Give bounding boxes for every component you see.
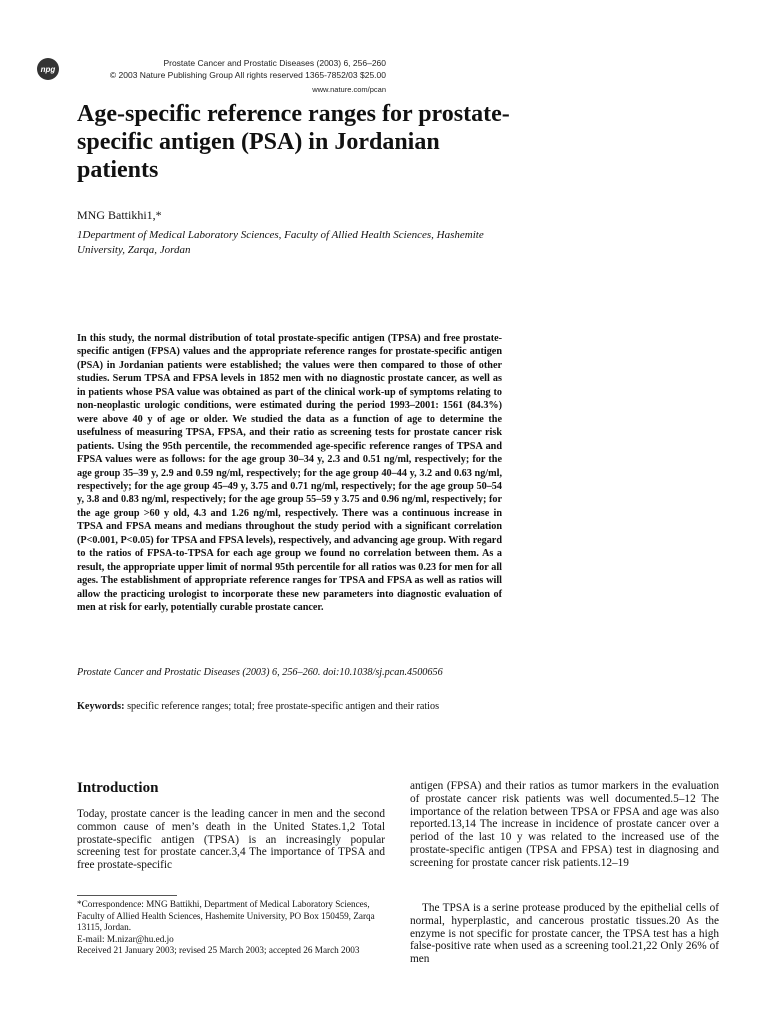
abstract: In this study, the normal distribution of total prostate-specific antigen (TPSA) and free prostate-specific antigen (FPSA) values and the appropriate reference ranges for prostate-specific antigen (PSA) in Jordanian patients were established; the values were then compared to those of other studies. Serum TPSA and FPSA levels in 1852 men with no diagnostic prostate cancer, as well as in patients whose PSA value was obtained as part of the clinical work-up of symptoms relating to non-neoplastic urologic conditions, were estimated during the period 1993–2001: 1561 (84.3%) were above 40 y of age or older. We studied the data as a function of age to determine the usefulness of measuring TPSA, FPSA, and their ratio as screening tests for prostate cancer risk patients. Using the 95th percentile, the recommended age-specific reference ranges of TPSA and FPSA values were as follows: for the age group 30–34 y, 2.3 and 0.51 ng/ml, respectively; for the age group 35–39 y, 2.9 and 0.59 ng/ml, respectively; for the age group 40–44 y, 3.2 and 0.63 ng/ml, respectively; for the age group 45–49 y, 3.75 and 0.71 ng/ml, respectively; for the age group 50–54 y, 3.8 and 0.83 ng/ml, respectively; for the age group 55–59 y 3.75 and 0.96 ng/ml, respectively; for the age group >60 y old, 4.3 and 1.26 ng/ml, respectively. There was a continuous increase in TPSA and FPSA means and medians throughout the study period with a significant correlation (P<0.001, P<0.05) for TPSA and FPSA levels), respectively, and advancing age group. With regard to the ratios of FPSA-to-TPSA for each age group we found no correlation between them. As a result, the appropriate upper limit of normal 95th percentile for all ratios was 0.23 for men for all ages. The establishment of appropriate reference ranges for TPSA and FPSA as well as ratios will allow the practicing urologist to incorporate these new parameters into diagnostic evaluation of men at risk for early, potentially curable prostate cancer. (77, 333, 502, 614)
correspondence-footnote (77, 899, 385, 957)
correspondence-email[interactable]: E-mail: M.nizar@hu.ed.jo (77, 933, 174, 944)
received-dates: Received 21 January 2003; revised 25 March 2003; accepted 26 March 2003 (77, 945, 360, 956)
keywords-text: specific reference ranges; total; free prostate-specific antigen and their ratios (127, 701, 440, 712)
author-affiliation: 1Department of Medical Laboratory Sciences, Faculty of Allied Health Sciences, Hashemite University, Zarqa, Jordan (77, 229, 484, 256)
author-line: MNG Battikhi1,* (77, 208, 162, 222)
journal-url[interactable]: www.nature.com/pcan (312, 85, 386, 94)
keywords (77, 700, 502, 714)
keywords-label: Keywords: (77, 701, 125, 712)
intro-paragraph-left: Today, prostate cancer is the leading cancer in men and the second common cause of men’s death in the United States.1,2 Total prostate-specific antigen (TPSA) is an increasingly popular screening test for prostate cancer.3,4 The importance of TPSA and free prostate-specific (77, 808, 385, 872)
article-title: Age-specific reference ranges for prostate-specific antigen (PSA) in Jordanian patients (77, 101, 510, 183)
intro-paragraph-right-1: antigen (FPSA) and their ratios as tumor markers in the evaluation of prostate cancer risk patients was well documented.5–12 The importance of the relation between TPSA or FPSA and age was also reported.13,14 The increase in incidence of prostate cancer over a period of the last 10 y was related to the increased use of the prostate-specific antigen (TPSA and FPSA) test in diagnosing and screening for prostate cancer risk patients.12–19 (410, 780, 719, 869)
citation (77, 667, 443, 678)
section-heading-introduction: Introduction (77, 780, 159, 796)
intro-paragraph-right-2: The TPSA is a serine protease produced by the epithelial cells of normal, hyperplastic, and cancerous prostatic tissues.20 As the enzyme is not specific for prostate cancer, the TPSA test has a high false-positive rate when used as a screening tool.21,22 Only 26% of men (410, 902, 719, 966)
copyright-line: © 2003 Nature Publishing Group All rights reserved 1365-7852/03 $25.00 (109, 70, 386, 80)
footnote-divider (77, 895, 177, 896)
correspondence-text: *Correspondence: MNG Battikhi, Department of Medical Laboratory Sciences, Faculty of Allied Health Sciences, Hashemite University, PO Box 150459, Zarqa 13115, Jordan. (77, 899, 375, 933)
publisher-logo: npg (37, 58, 59, 80)
citation-text: Prostate Cancer and Prostatic Diseases (2003) 6, 256–260. doi:10.1038/sj.pcan.4500656 (77, 667, 443, 678)
journal-reference: Prostate Cancer and Prostatic Diseases (2003) 6, 256–260 (163, 58, 386, 68)
